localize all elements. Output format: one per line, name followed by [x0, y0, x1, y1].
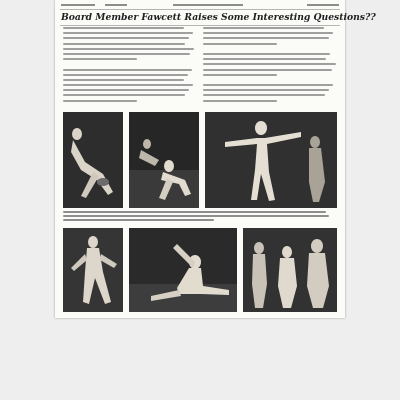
text-line — [63, 79, 184, 81]
masthead-rule — [60, 9, 340, 10]
text-line — [203, 27, 324, 29]
text-line — [63, 27, 184, 29]
dancer-photo-icon — [63, 112, 123, 208]
text-line — [63, 63, 196, 65]
text-line — [63, 215, 329, 217]
text-line — [203, 89, 329, 91]
text-line — [63, 53, 190, 55]
masthead-strip — [61, 2, 339, 9]
text-line — [63, 100, 137, 102]
text-line — [203, 63, 336, 65]
text-line — [63, 74, 188, 76]
text-line — [63, 219, 214, 221]
article-body-right-column — [203, 27, 337, 107]
text-line — [203, 84, 333, 86]
text-line — [203, 58, 326, 60]
photo-caption — [63, 211, 337, 225]
text-line — [63, 89, 189, 91]
text-line — [63, 48, 194, 50]
text-line — [63, 58, 137, 60]
text-line — [63, 211, 326, 213]
photo-top-middle — [129, 112, 199, 208]
text-line — [203, 94, 325, 96]
text-line — [203, 37, 329, 39]
text-line — [63, 84, 193, 86]
text-line — [63, 32, 193, 34]
headline-rule — [60, 25, 340, 26]
dancer-photo-icon — [129, 228, 237, 312]
text-line — [203, 32, 333, 34]
article-headline: Board Member Fawcett Raises Some Interesting Questions?? — [61, 12, 376, 23]
dancer-photo-icon — [63, 228, 123, 312]
text-line — [203, 53, 330, 55]
text-line — [63, 43, 185, 45]
text-line — [203, 48, 334, 50]
text-line — [203, 43, 277, 45]
text-line — [203, 79, 324, 81]
text-line — [203, 69, 332, 71]
dancer-photo-icon — [205, 112, 337, 208]
photo-bottom-middle — [129, 228, 237, 312]
photo-bottom-left — [63, 228, 123, 312]
text-line — [203, 100, 277, 102]
dancer-photo-icon — [243, 228, 337, 312]
dancer-photo-icon — [129, 112, 199, 208]
text-line — [203, 74, 277, 76]
text-line — [63, 37, 189, 39]
photo-top-right — [205, 112, 337, 208]
text-line — [63, 94, 185, 96]
photo-top-left — [63, 112, 123, 208]
photo-bottom-right — [243, 228, 337, 312]
text-line — [63, 69, 192, 71]
article-body-left-column — [63, 27, 197, 107]
newspaper-page — [55, 0, 376, 318]
